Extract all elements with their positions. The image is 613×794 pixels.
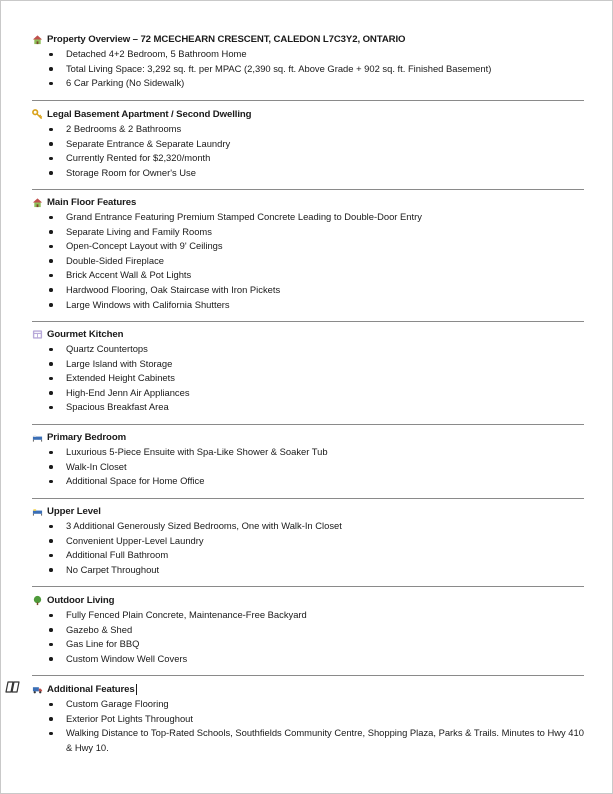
list-item: Double-Sided Fireplace [32, 254, 584, 269]
list-item: Quartz Countertops [32, 342, 584, 357]
section-heading: Additional Features [32, 682, 584, 697]
list-item: Gazebo & Shed [32, 623, 584, 638]
list-item: Spacious Breakfast Area [32, 400, 584, 415]
list-item: Exterior Pot Lights Throughout [32, 712, 584, 727]
section-outdoor-living [32, 593, 584, 666]
list-item: Custom Garage Flooring [32, 697, 584, 712]
text-cursor [136, 684, 137, 695]
copilot-icon[interactable] [5, 680, 21, 694]
divider [32, 675, 584, 676]
list-item: Hardwood Flooring, Oak Staircase with Iron Pickets [32, 283, 584, 298]
list-item: Walk-In Closet [32, 460, 584, 475]
divider [32, 424, 584, 425]
bullet-list [32, 47, 584, 91]
divider [32, 321, 584, 322]
list-item: Convenient Upper-Level Laundry [32, 534, 584, 549]
list-item: Fully Fenced Plain Concrete, Maintenance-Free Backyard [32, 608, 584, 623]
bullet-list [32, 697, 584, 755]
bullet-list [32, 342, 584, 415]
list-item: High-End Jenn Air Appliances [32, 386, 584, 401]
house-icon [32, 34, 43, 45]
section-additional-features [32, 682, 584, 755]
list-item: Luxurious 5-Piece Ensuite with Spa-Like Shower & Soaker Tub [32, 445, 584, 460]
section-gourmet-kitchen [32, 327, 584, 415]
list-item: Currently Rented for $2,320/month [32, 151, 584, 166]
key-icon [32, 109, 43, 120]
divider [32, 586, 584, 587]
tree-icon [32, 595, 43, 606]
list-item: Walking Distance to Top-Rated Schools, Southfields Community Centre, Shopping Plaza, Parks & Trails. Minutes to Hwy 410 & Hwy 10. [32, 726, 586, 755]
section-primary-bedroom [32, 430, 584, 489]
truck-icon [32, 684, 43, 695]
section-main-floor [32, 195, 584, 312]
list-item: Large Windows with California Shutters [32, 298, 584, 313]
bullet-list [32, 519, 584, 577]
bullet-list [32, 608, 584, 666]
bullet-list [32, 445, 584, 489]
kitchen-icon [32, 329, 43, 340]
list-item: 2 Bedrooms & 2 Bathrooms [32, 122, 584, 137]
list-item: Additional Space for Home Office [32, 474, 584, 489]
section-heading: Main Floor Features [32, 195, 584, 210]
section-heading: Gourmet Kitchen [32, 327, 584, 342]
list-item: Gas Line for BBQ [32, 637, 584, 652]
list-item: Extended Height Cabinets [32, 371, 584, 386]
list-item: Detached 4+2 Bedroom, 5 Bathroom Home [32, 47, 584, 62]
bed-icon [32, 432, 43, 443]
list-item: 6 Car Parking (No Sidewalk) [32, 76, 584, 91]
list-item: Open-Concept Layout with 9' Ceilings [32, 239, 584, 254]
list-item: Brick Accent Wall & Pot Lights [32, 268, 584, 283]
section-legal-basement [32, 107, 584, 180]
list-item: Separate Entrance & Separate Laundry [32, 137, 584, 152]
list-item: Total Living Space: 3,292 sq. ft. per MPAC (2,390 sq. ft. Above Grade + 902 sq. ft. Finished Basement) [32, 62, 584, 77]
section-heading: Property Overview – 72 MCECHEARN CRESCENT, CALEDON L7C3Y2, ONTARIO [32, 32, 584, 47]
divider [32, 100, 584, 101]
list-item: Custom Window Well Covers [32, 652, 584, 667]
list-item: Separate Living and Family Rooms [32, 225, 584, 240]
list-item: No Carpet Throughout [32, 563, 584, 578]
divider [32, 498, 584, 499]
section-upper-level [32, 504, 584, 577]
section-heading: Outdoor Living [32, 593, 584, 608]
list-item: Storage Room for Owner's Use [32, 166, 584, 181]
list-item: Large Island with Storage [32, 357, 584, 372]
bullet-list [32, 122, 584, 180]
list-item: Grand Entrance Featuring Premium Stamped Concrete Leading to Double-Door Entry [32, 210, 584, 225]
section-heading: Legal Basement Apartment / Second Dwelling [32, 107, 584, 122]
section-heading: Upper Level [32, 504, 584, 519]
list-item: Additional Full Bathroom [32, 548, 584, 563]
house-icon [32, 197, 43, 208]
bed-icon [32, 506, 43, 517]
bullet-list [32, 210, 584, 312]
divider [32, 189, 584, 190]
list-item: 3 Additional Generously Sized Bedrooms, One with Walk-In Closet [32, 519, 584, 534]
section-property-overview [32, 32, 584, 91]
section-heading: Primary Bedroom [32, 430, 584, 445]
